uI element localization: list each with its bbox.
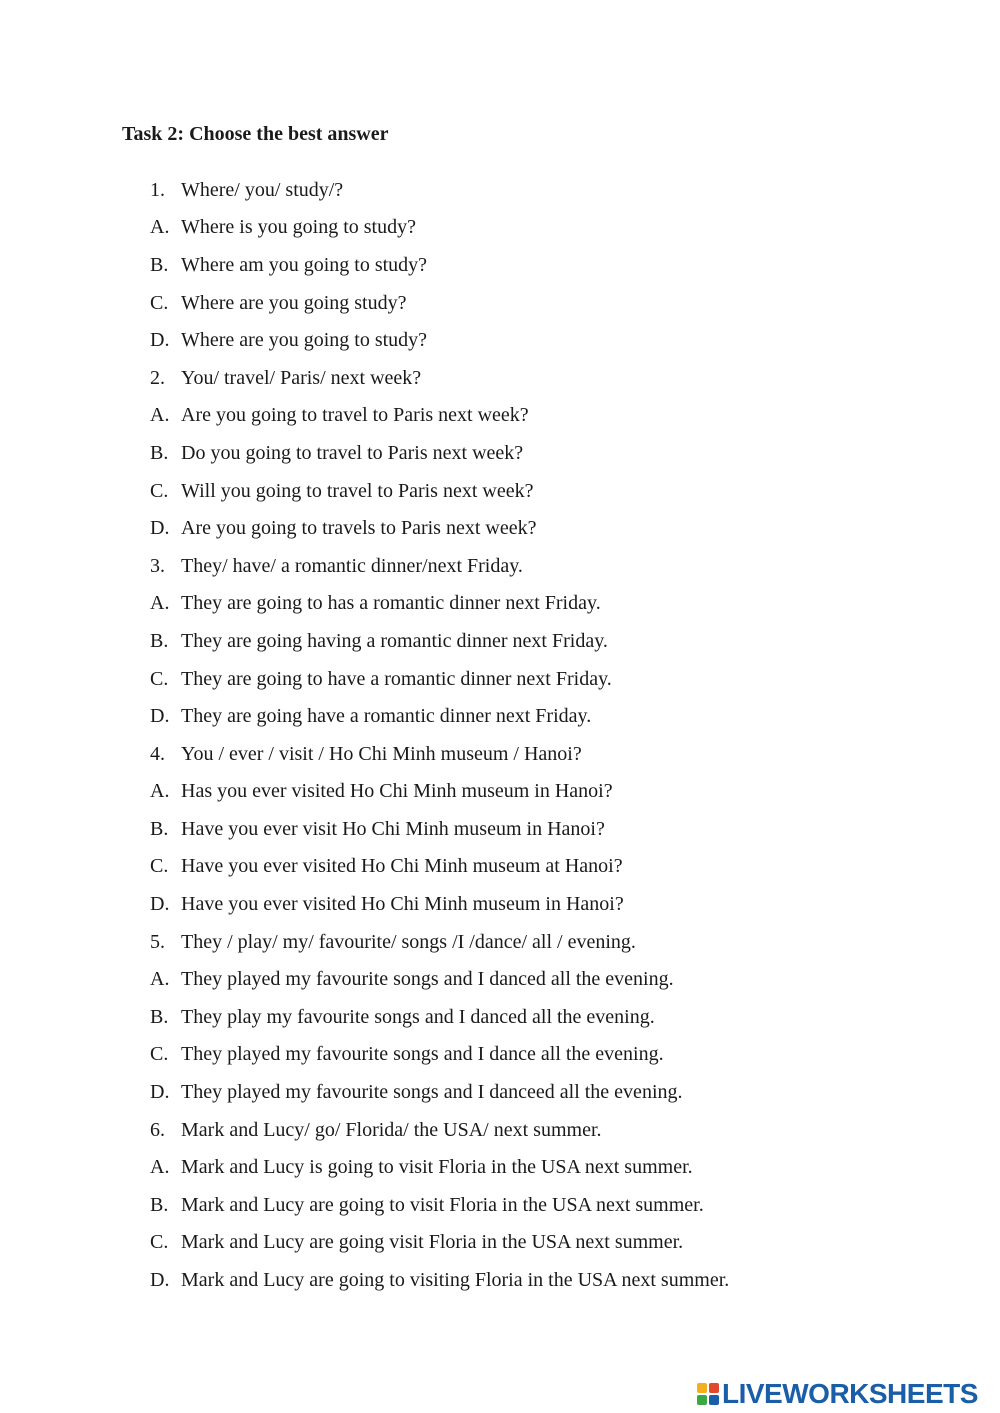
logo-square-yellow: [697, 1383, 707, 1393]
logo-text: LIVEWORKSHEETS: [722, 1378, 978, 1409]
option-text: They played my favourite songs and I dance all the evening.: [181, 1043, 664, 1066]
answer-option[interactable]: [150, 509, 970, 547]
answer-option[interactable]: [150, 1224, 970, 1262]
option-letter: B.: [150, 1005, 169, 1028]
option-letter: D.: [150, 1081, 170, 1104]
answer-option[interactable]: [150, 472, 970, 510]
option-text: Mark and Lucy are going visit Floria in the USA next summer.: [181, 1231, 684, 1254]
option-letter: D.: [150, 1269, 170, 1292]
option-text: Are you going to travels to Paris next week?: [181, 517, 537, 540]
option-letter: C.: [150, 1043, 169, 1066]
answer-option[interactable]: [150, 1036, 970, 1074]
answer-option[interactable]: [150, 321, 970, 359]
question-number: 5.: [150, 930, 165, 953]
question-number: 3.: [150, 554, 165, 577]
logo-square-green: [697, 1395, 707, 1405]
answer-option[interactable]: [150, 246, 970, 284]
answer-option[interactable]: [150, 660, 970, 698]
answer-option[interactable]: [150, 697, 970, 735]
option-text: Mark and Lucy are going to visiting Floria in the USA next summer.: [181, 1269, 730, 1292]
option-text: Have you ever visit Ho Chi Minh museum in Hanoi?: [181, 817, 605, 840]
option-text: They are going having a romantic dinner next Friday.: [181, 629, 608, 652]
option-letter: D.: [150, 329, 170, 352]
answer-option[interactable]: [150, 1148, 970, 1186]
option-text: Where is you going to study?: [181, 216, 416, 239]
option-letter: C.: [150, 855, 169, 878]
answer-option[interactable]: [150, 848, 970, 886]
answer-option[interactable]: [150, 397, 970, 435]
answer-option[interactable]: [150, 1261, 970, 1299]
option-text: Have you ever visited Ho Chi Minh museum in Hanoi?: [181, 893, 624, 916]
option-text: Mark and Lucy are going to visit Floria in the USA next summer.: [181, 1193, 704, 1216]
answer-option[interactable]: [150, 284, 970, 322]
answer-option[interactable]: [150, 1186, 970, 1224]
option-letter: B.: [150, 817, 169, 840]
option-letter: C.: [150, 479, 169, 502]
option-text: Do you going to travel to Paris next week?: [181, 441, 524, 464]
answer-option[interactable]: [150, 773, 970, 811]
task-title: Task 2: Choose the best answer: [122, 123, 389, 145]
option-text: Where are you going to study?: [181, 329, 428, 352]
question-line: [150, 735, 970, 773]
option-text: They are going to has a romantic dinner next Friday.: [181, 592, 601, 615]
option-letter: C.: [150, 1231, 169, 1254]
answer-option[interactable]: [150, 998, 970, 1036]
option-text: They play my favourite songs and I danced all the evening.: [181, 1005, 655, 1028]
question-text: You/ travel/ Paris/ next week?: [181, 366, 422, 389]
question-number: 2.: [150, 366, 165, 389]
option-text: Mark and Lucy is going to visit Floria in the USA next summer.: [181, 1156, 693, 1179]
option-letter: D.: [150, 705, 170, 728]
logo-square-red: [709, 1383, 719, 1393]
question-line: [150, 359, 970, 397]
question-line: [150, 923, 970, 961]
option-letter: A.: [150, 404, 170, 427]
option-letter: B.: [150, 1193, 169, 1216]
option-letter: B.: [150, 441, 169, 464]
option-letter: D.: [150, 517, 170, 540]
question-line: [150, 547, 970, 585]
option-text: Has you ever visited Ho Chi Minh museum in Hanoi?: [181, 780, 613, 803]
question-text: They / play/ my/ favourite/ songs /I /dance/ all / evening.: [181, 930, 636, 953]
option-letter: A.: [150, 780, 170, 803]
question-text: Mark and Lucy/ go/ Florida/ the USA/ next summer.: [181, 1118, 602, 1141]
logo-square-blue: [709, 1395, 719, 1405]
option-letter: A.: [150, 1156, 170, 1179]
option-text: Have you ever visited Ho Chi Minh museum at Hanoi?: [181, 855, 623, 878]
option-text: Where are you going study?: [181, 291, 407, 314]
answer-option[interactable]: [150, 810, 970, 848]
option-letter: D.: [150, 893, 170, 916]
answer-option[interactable]: [150, 885, 970, 923]
answer-option[interactable]: [150, 1073, 970, 1111]
answer-option[interactable]: [150, 585, 970, 623]
question-number: 1.: [150, 178, 165, 201]
question-line: [150, 171, 970, 209]
option-letter: A.: [150, 968, 170, 991]
question-number: 6.: [150, 1118, 165, 1141]
option-text: They are going to have a romantic dinner next Friday.: [181, 667, 612, 690]
answer-option[interactable]: [150, 622, 970, 660]
option-letter: B.: [150, 629, 169, 652]
question-text: You / ever / visit / Ho Chi Minh museum / Hanoi?: [181, 742, 582, 765]
question-text: Where/ you/ study/?: [181, 178, 344, 201]
option-text: Are you going to travel to Paris next week?: [181, 404, 529, 427]
liveworksheets-logo-icon: [697, 1383, 719, 1405]
question-list: [150, 171, 970, 1299]
option-letter: A.: [150, 216, 170, 239]
option-letter: B.: [150, 253, 169, 276]
liveworksheets-logo: [697, 1377, 978, 1411]
option-letter: C.: [150, 291, 169, 314]
answer-option[interactable]: [150, 434, 970, 472]
question-text: They/ have/ a romantic dinner/next Friday.: [181, 554, 523, 577]
option-text: They played my favourite songs and I danced all the evening.: [181, 968, 674, 991]
question-line: [150, 1111, 970, 1149]
answer-option[interactable]: [150, 960, 970, 998]
option-text: Will you going to travel to Paris next week?: [181, 479, 534, 502]
question-number: 4.: [150, 742, 165, 765]
option-text: They are going have a romantic dinner next Friday.: [181, 705, 592, 728]
option-text: Where am you going to study?: [181, 253, 428, 276]
option-text: They played my favourite songs and I danceed all the evening.: [181, 1081, 683, 1104]
option-letter: A.: [150, 592, 170, 615]
answer-option[interactable]: [150, 209, 970, 247]
option-letter: C.: [150, 667, 169, 690]
